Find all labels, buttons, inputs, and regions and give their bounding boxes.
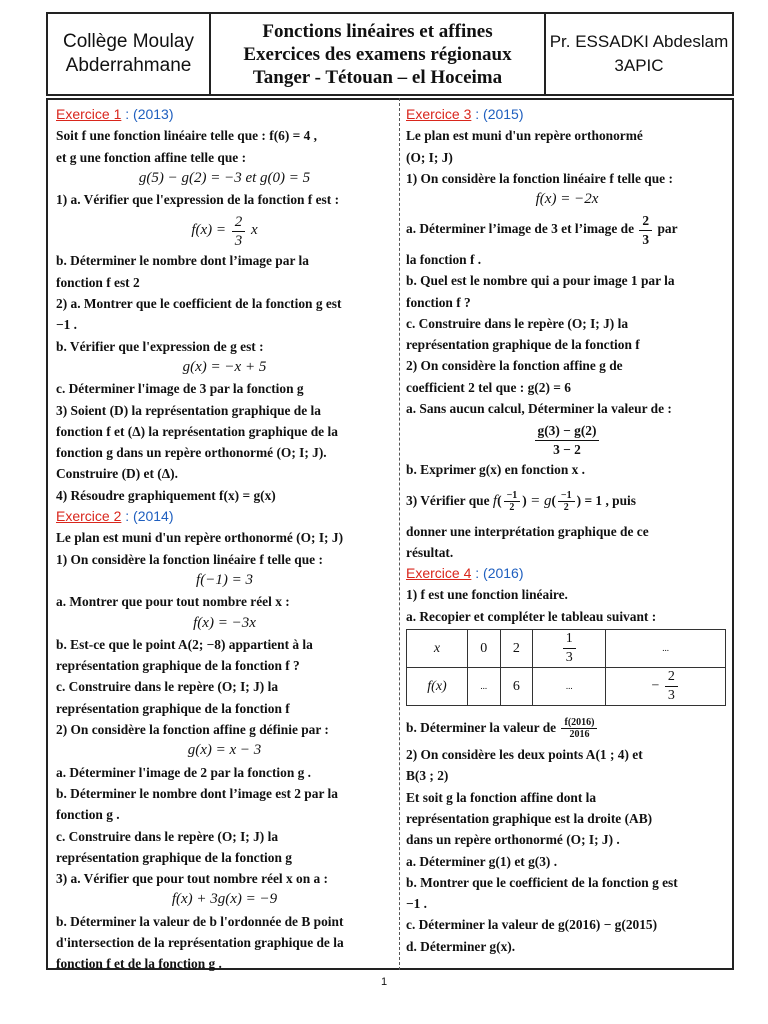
ex4-line: a. Déterminer g(1) et g(3) . [406,853,558,869]
title-line-3: Tanger - Tétouan – el Hoceima [252,66,503,88]
ex1-formula: g(x) = −x + 5 [182,358,267,375]
ex3-line: 2) On considère la fonction affine g de [406,358,623,374]
ex2-line: c. Construire dans le repère (O; I; J) la [56,679,279,695]
ex1-line: et g une fonction affine telle que : [56,149,247,165]
ex2-line: représentation graphique de la fonction f [56,700,290,716]
table-cell: 0 [468,630,501,668]
ex2-line: fonction f et de la fonction g . [56,956,222,972]
page-number: 1 [380,976,388,988]
ex3-line: b. Exprimer g(x) en fonction x . [406,462,586,478]
ex4-line: représentation graphique est la droite (AB) [406,810,653,826]
title-line-1: Fonctions linéaires et affines [262,20,493,42]
exercise-3-title: Exercice 3 : (2015) [406,106,524,122]
school-line-1: Collège Moulay [63,31,194,52]
column-divider [399,98,401,970]
ex3-line: résultat. [406,544,454,560]
ex2-line: fonction g . [56,807,120,823]
ex3-line: Le plan est muni d'un repère orthonormé [406,128,643,144]
ex2-line: b. Est-ce que le point A(2; −8) appartient à la [56,636,313,652]
header-table [46,12,734,96]
ex2-line: b. Déterminer la valeur de b l'ordonnée de B point [56,913,344,929]
ex1-line: Construire (D) et (Δ). [56,466,178,482]
ex4-line: d. Déterminer g(x). [406,938,516,954]
school-line-2: Abderrahmane [65,55,192,76]
ex4-line: 1) f est une fonction linéaire. [406,587,568,603]
ex4-line: a. Recopier et compléter le tableau suivant : [406,608,657,624]
ex4-line: B(3 ; 2) [406,768,449,784]
ex1-line: 4) Résoudre graphiquement f(x) = g(x) [56,487,276,503]
ex1-line: −1 . [56,317,78,333]
ex2-line: c. Construire dans le repère (O; I; J) la [56,828,279,844]
ex3-line: a. Sans aucun calcul, Déterminer la valeur de : [406,400,672,416]
ex3-line: b. Quel est le nombre qui a pour image 1 par la [406,273,675,289]
ex3-line-fraction: a. Déterminer l’image de 3 et l’image de $\frac{2}{3}$ par [406,212,678,247]
table-cell-fraction: − $\frac{2}{3}$ [606,668,726,706]
ex2-formula: f(x) + 3g(x) = −9 [171,891,278,908]
ex2-line: 1) On considère la fonction linéaire f telle que : [56,551,323,567]
author-name: Pr. ESSADKI Abdeslam [549,32,729,51]
right-column [406,104,728,957]
ex3-verify-line: 3) Vérifier que f( $\frac{-1}{2}$ ) = g( $\frac{-1}{2}$ ) = 1 , puis [406,490,636,513]
ex2-line: b. Déterminer le nombre dont l’image est 2 par la [56,785,338,801]
ex2-line: représentation graphique de la fonction f ? [56,658,300,674]
ex1-line: 3) Soient (D) la représentation graphique de la [56,402,321,418]
ex3-line: fonction f ? [406,294,471,310]
ex2-line: a. Montrer que pour tout nombre réel x : [56,594,290,610]
table-row [407,630,726,668]
ex1-line: fonction f est 2 [56,274,140,290]
ex3-line: c. Construire dans le repère (O; I; J) la [406,315,629,331]
ex1-line: 1) a. Vérifier que l'expression de la fonction f est : [56,192,340,208]
ex1-line: Soit f une fonction linéaire telle que : f(6) = 4 , [56,128,318,144]
ex1-line: b. Déterminer le nombre dont l’image par la [56,253,309,269]
ex3-formula: f(x) = −2x [535,191,599,208]
ex3-line: donner une interprétation graphique de ce [406,523,649,539]
ex3-fraction-formula: $\frac{g(3) - g(2)}{3 - 2}$ [406,419,728,459]
ex1-line: fonction g dans un repère orthonormé (O; I; J). [56,445,327,461]
table-cell-fraction: $\frac{1}{3}$ [533,630,606,668]
ex4-fraction-line: b. Déterminer la valeur de $\frac{f(2016)}{2016}$ [406,712,728,744]
exercise-4-title: Exercice 4 : (2016) [406,565,524,582]
ex4-line: dans un repère orthonormé (O; I; J) . [406,832,620,848]
exercise-1-title: Exercice 1 : (2013) [56,106,174,122]
title-line-2: Exercices des examens régionaux [243,43,512,65]
ex3-line: (O; I; J) [406,149,453,165]
ex2-line: Le plan est muni d'un repère orthonormé (O; I; J) [56,530,344,546]
school-name [48,14,211,94]
ex4-line: c. Déterminer la valeur de g(2016) − g(2015) [406,917,658,933]
ex2-formula: g(x) = x − 3 [187,742,262,759]
ex4-line: −1 . [406,896,428,912]
exercise-2-title: Exercice 2 : (2014) [56,508,174,525]
ex1-line: b. Vérifier que l'expression de g est : [56,338,264,354]
ex2-line: représentation graphique de la fonction g [56,849,292,865]
ex3-line: la fonction f . [406,251,482,267]
ex2-formula: f(−1) = 3 [196,571,253,588]
table-cell: x [407,630,468,668]
ex2-line: 3) a. Vérifier que pour tout nombre réel x on a : [56,871,329,887]
table-cell: f(x) [407,668,468,706]
ex1-line: fonction f et (Δ) la représentation graphique de la [56,423,338,439]
author-block [546,14,732,94]
ex3-line: représentation graphique de la fonction f [406,337,640,353]
table-row [407,668,726,706]
ex2-formula: f(x) = −3x [193,614,256,631]
ex1-formula-fraction: f(x) = $\frac{2}{3}$ x [191,213,258,249]
ex1-line: c. Déterminer l'image de 3 par la fonction g [56,381,304,397]
value-table [406,629,726,706]
ex2-line: a. Déterminer l'image de 2 par la fonction g . [56,764,312,780]
table-cell: ... [468,668,501,706]
table-cell: ... [606,630,726,668]
ex3-line: coefficient 2 tel que : g(2) = 6 [406,379,571,395]
ex4-line: 2) On considère les deux points A(1 ; 4) et [406,747,643,763]
ex2-line: 2) On considère la fonction affine g définie par : [56,722,329,738]
ex1-formula: g(5) − g(2) = −3 et g(0) = 5 [138,169,311,186]
table-cell: 2 [500,630,533,668]
ex2-line: d'intersection de la représentation graphique de la [56,934,344,950]
left-column [56,104,393,975]
ex3-line: 1) On considère la fonction linéaire f telle que : [406,170,673,186]
ex4-line: b. Montrer que le coefficient de la fonction g est [406,874,678,890]
table-cell: 6 [500,668,533,706]
ex1-line: 2) a. Montrer que le coefficient de la fonction g est [56,296,342,312]
document-title [211,14,546,94]
ex4-line: Et soit g la fonction affine dont la [406,789,597,805]
class-level: 3APIC [614,56,664,75]
table-cell: ... [533,668,606,706]
